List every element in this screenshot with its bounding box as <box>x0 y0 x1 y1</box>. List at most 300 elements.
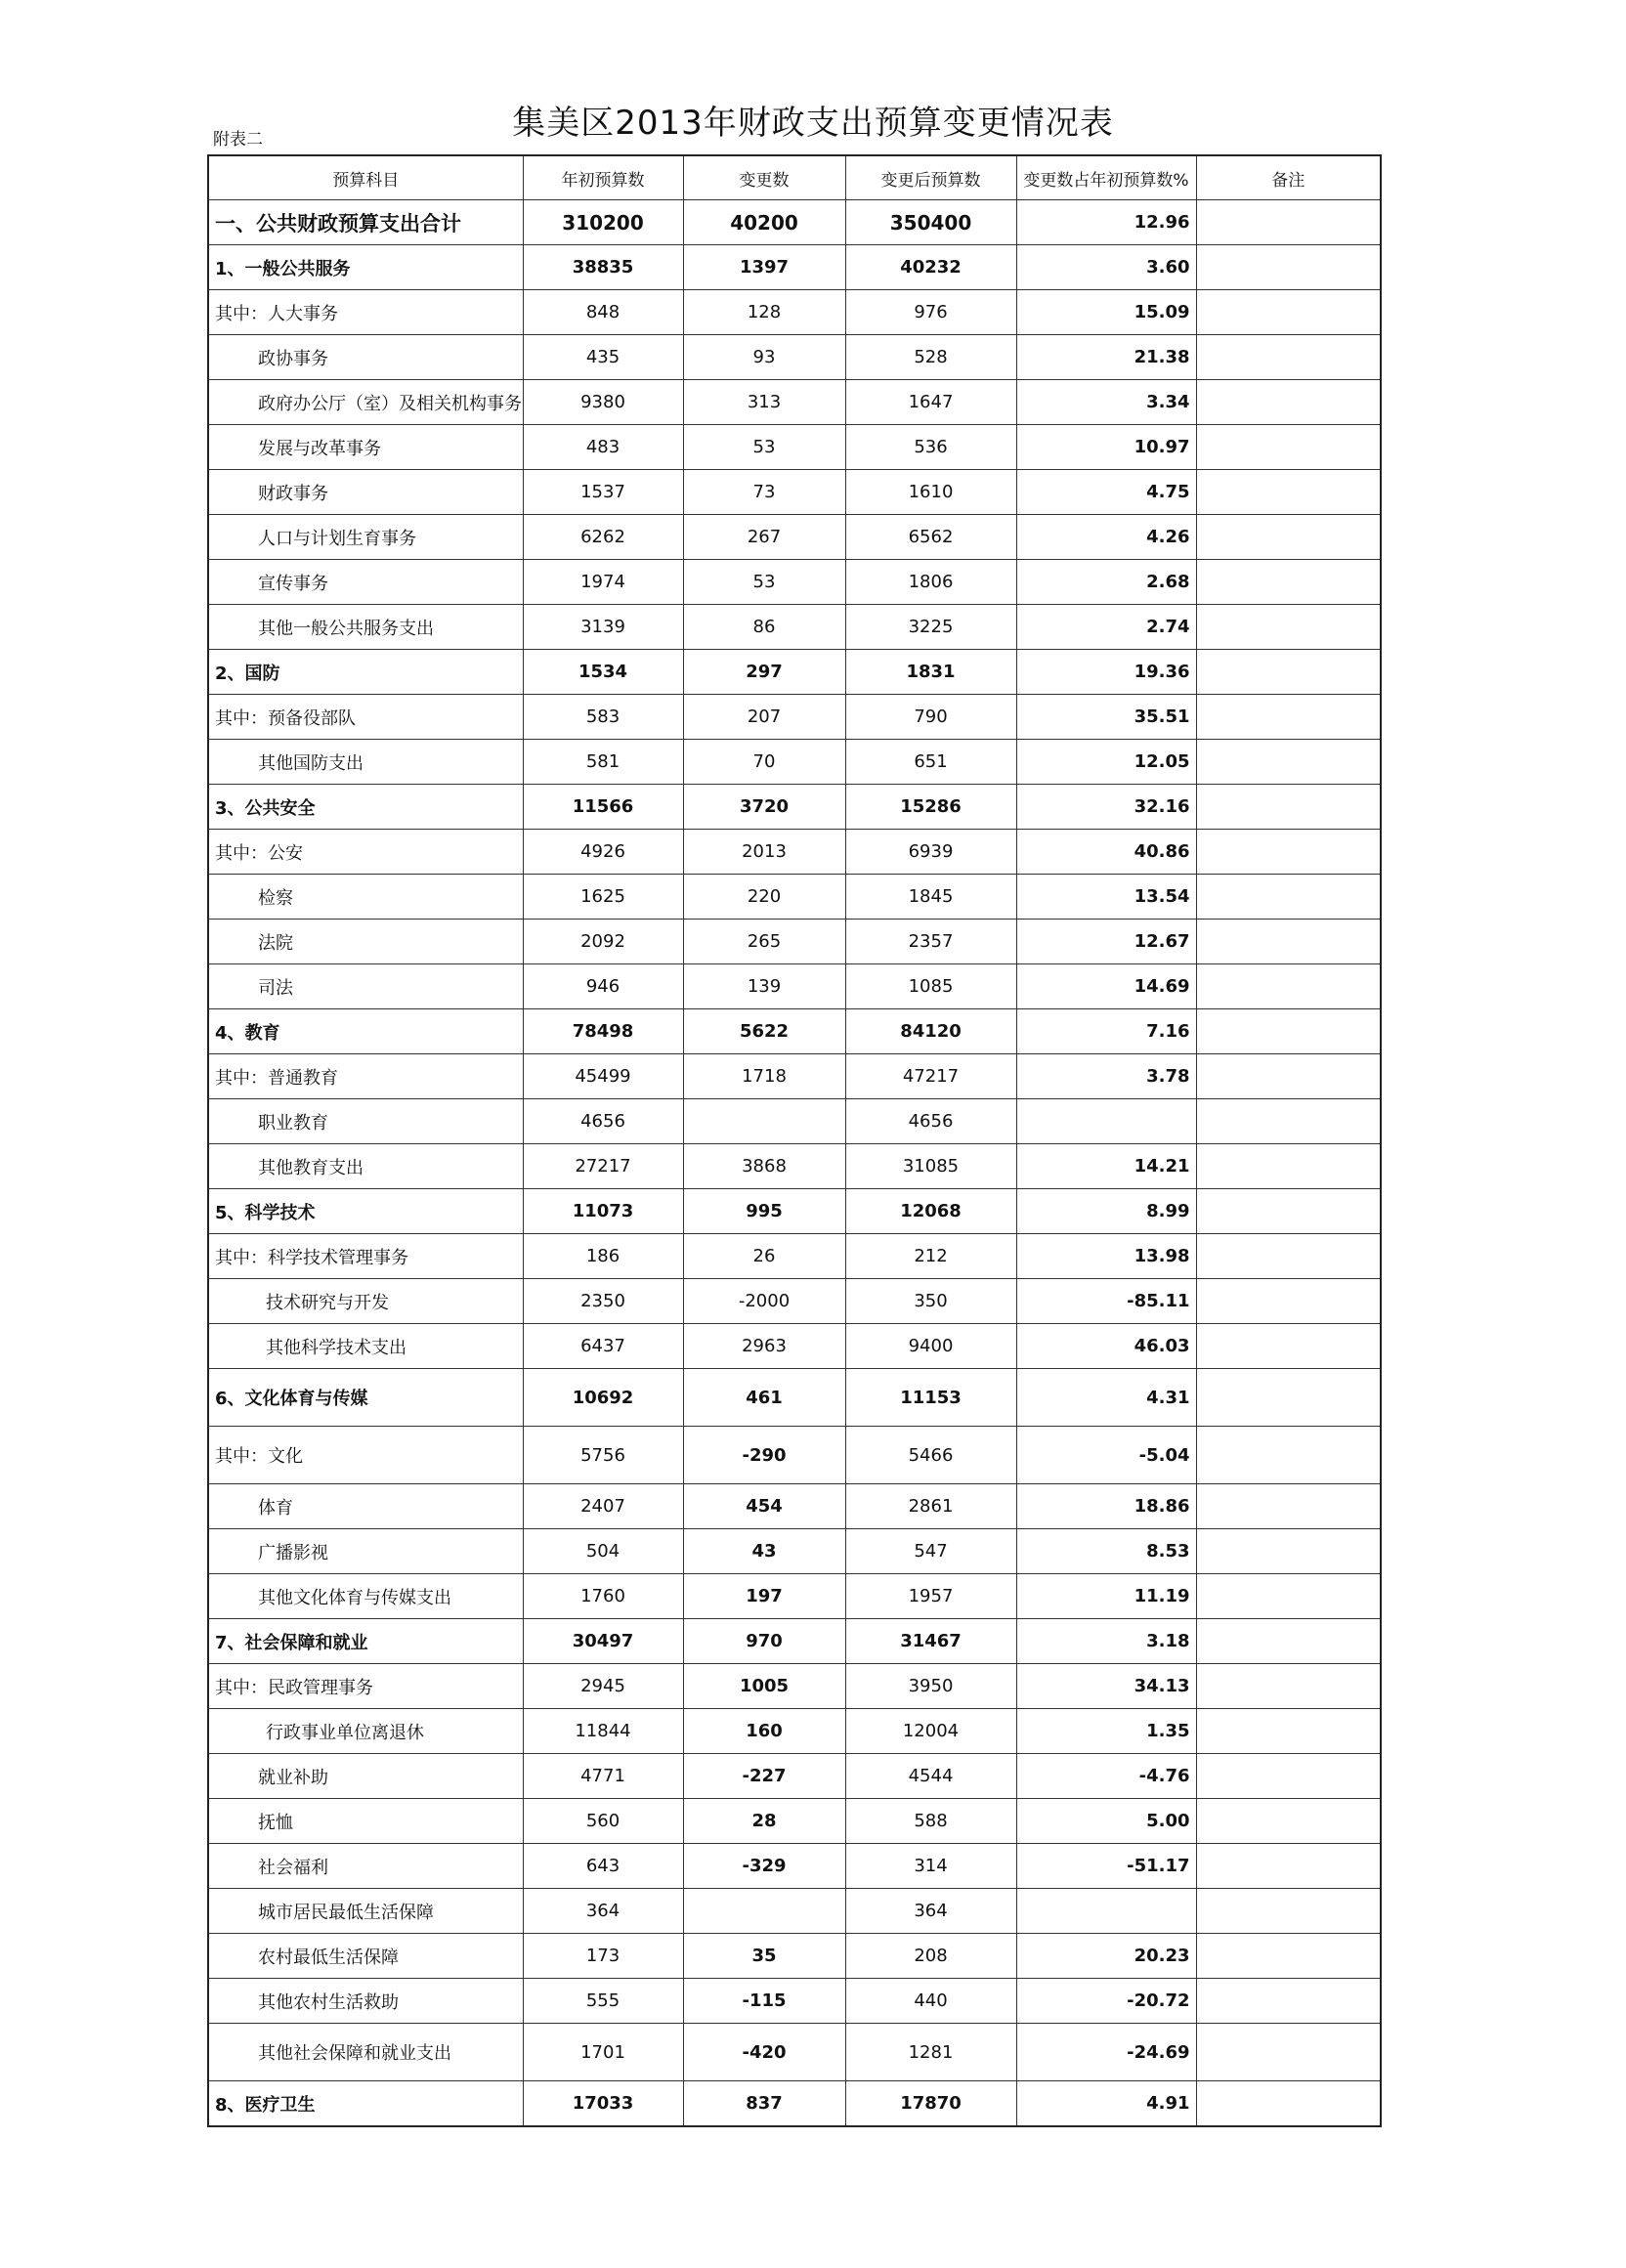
budget-table <box>207 154 1382 2127</box>
row-change: -290 <box>683 1427 845 1484</box>
row-initial-budget: 3139 <box>523 605 683 650</box>
row-initial-budget: 11073 <box>523 1189 683 1234</box>
row-change: 139 <box>683 964 845 1009</box>
row-change: 3720 <box>683 785 845 830</box>
row-subject: 其他科学技术支出 <box>208 1324 523 1369</box>
table-row <box>208 1427 1381 1484</box>
row-adjusted-budget: 350 <box>845 1279 1016 1324</box>
row-remarks <box>1196 425 1381 470</box>
row-adjusted-budget: 314 <box>845 1844 1016 1889</box>
row-initial-budget: 186 <box>523 1234 683 1279</box>
row-change-percent: 14.21 <box>1016 1144 1196 1189</box>
row-subject: 其中：预备役部队 <box>208 695 523 740</box>
table-row <box>208 1529 1381 1574</box>
table-row <box>208 1099 1381 1144</box>
row-adjusted-budget: 12004 <box>845 1709 1016 1754</box>
row-initial-budget: 78498 <box>523 1009 683 1054</box>
row-adjusted-budget: 536 <box>845 425 1016 470</box>
row-change: 461 <box>683 1369 845 1427</box>
row-subject: 4、教育 <box>208 1009 523 1054</box>
row-subject: 8、医疗卫生 <box>208 2081 523 2127</box>
row-change: 28 <box>683 1799 845 1844</box>
table-body <box>208 200 1381 2127</box>
row-change: 1005 <box>683 1664 845 1709</box>
row-change-percent: 4.26 <box>1016 515 1196 560</box>
row-remarks <box>1196 470 1381 515</box>
row-subject: 广播影视 <box>208 1529 523 1574</box>
row-initial-budget: 6437 <box>523 1324 683 1369</box>
row-adjusted-budget: 2357 <box>845 920 1016 964</box>
row-change-percent: 12.96 <box>1016 200 1196 245</box>
row-subject: 6、文化体育与传媒 <box>208 1369 523 1427</box>
row-subject: 检察 <box>208 875 523 920</box>
row-initial-budget: 45499 <box>523 1054 683 1099</box>
row-remarks <box>1196 1144 1381 1189</box>
row-change: 53 <box>683 425 845 470</box>
row-change: 1397 <box>683 245 845 290</box>
row-adjusted-budget: 1610 <box>845 470 1016 515</box>
row-change-percent: 3.18 <box>1016 1619 1196 1664</box>
row-initial-budget: 9380 <box>523 380 683 425</box>
table-row <box>208 605 1381 650</box>
header-initial-budget: 年初预算数 <box>523 155 683 200</box>
row-remarks <box>1196 1369 1381 1427</box>
row-change: 43 <box>683 1529 845 1574</box>
row-subject: 2、国防 <box>208 650 523 695</box>
row-change: 265 <box>683 920 845 964</box>
table-row <box>208 515 1381 560</box>
row-adjusted-budget: 6562 <box>845 515 1016 560</box>
row-change: 313 <box>683 380 845 425</box>
header-remarks: 备注 <box>1196 155 1381 200</box>
row-adjusted-budget: 12068 <box>845 1189 1016 1234</box>
table-row <box>208 650 1381 695</box>
row-change <box>683 1099 845 1144</box>
row-remarks <box>1196 1574 1381 1619</box>
row-remarks <box>1196 1009 1381 1054</box>
row-adjusted-budget: 350400 <box>845 200 1016 245</box>
row-initial-budget: 4926 <box>523 830 683 875</box>
row-change-percent: 14.69 <box>1016 964 1196 1009</box>
row-remarks <box>1196 200 1381 245</box>
row-remarks <box>1196 560 1381 605</box>
row-change-percent: 5.00 <box>1016 1799 1196 1844</box>
row-subject: 城市居民最低生活保障 <box>208 1889 523 1934</box>
row-adjusted-budget: 40232 <box>845 245 1016 290</box>
row-change: 970 <box>683 1619 845 1664</box>
row-remarks <box>1196 1234 1381 1279</box>
table-row <box>208 1484 1381 1529</box>
row-subject: 体育 <box>208 1484 523 1529</box>
row-subject: 法院 <box>208 920 523 964</box>
row-change: -420 <box>683 2024 845 2081</box>
table-row <box>208 380 1381 425</box>
row-subject: 司法 <box>208 964 523 1009</box>
table-row <box>208 335 1381 380</box>
page-title: 集美区2013年财政支出预算变更情况表 <box>512 104 1114 143</box>
row-remarks <box>1196 1844 1381 1889</box>
row-initial-budget: 946 <box>523 964 683 1009</box>
row-subject: 技术研究与开发 <box>208 1279 523 1324</box>
row-change: 128 <box>683 290 845 335</box>
row-change: 5622 <box>683 1009 845 1054</box>
row-initial-budget: 1625 <box>523 875 683 920</box>
row-change: -329 <box>683 1844 845 1889</box>
row-change-percent: 1.35 <box>1016 1709 1196 1754</box>
table-row <box>208 830 1381 875</box>
table-row <box>208 1619 1381 1664</box>
row-adjusted-budget: 31467 <box>845 1619 1016 1664</box>
row-adjusted-budget: 547 <box>845 1529 1016 1574</box>
row-change: 2963 <box>683 1324 845 1369</box>
row-initial-budget: 1534 <box>523 650 683 695</box>
row-remarks <box>1196 1484 1381 1529</box>
row-change-percent: -51.17 <box>1016 1844 1196 1889</box>
row-change-percent: 20.23 <box>1016 1934 1196 1979</box>
row-change-percent: 18.86 <box>1016 1484 1196 1529</box>
row-adjusted-budget: 4544 <box>845 1754 1016 1799</box>
row-change-percent: -20.72 <box>1016 1979 1196 2024</box>
row-change: 197 <box>683 1574 845 1619</box>
table-row <box>208 2081 1381 2127</box>
row-initial-budget: 1537 <box>523 470 683 515</box>
table-row <box>208 2024 1381 2081</box>
row-change-percent: 7.16 <box>1016 1009 1196 1054</box>
table-row <box>208 1324 1381 1369</box>
row-remarks <box>1196 920 1381 964</box>
row-subject: 7、社会保障和就业 <box>208 1619 523 1664</box>
row-change <box>683 1889 845 1934</box>
row-change-percent: 46.03 <box>1016 1324 1196 1369</box>
row-change: 1718 <box>683 1054 845 1099</box>
row-subject: 其中：普通教育 <box>208 1054 523 1099</box>
table-row <box>208 1799 1381 1844</box>
row-adjusted-budget: 2861 <box>845 1484 1016 1529</box>
header-adjusted-budget: 变更后预算数 <box>845 155 1016 200</box>
row-change-percent: 4.31 <box>1016 1369 1196 1427</box>
row-change: -227 <box>683 1754 845 1799</box>
row-change: 40200 <box>683 200 845 245</box>
row-initial-budget: 2945 <box>523 1664 683 1709</box>
row-change-percent: 21.38 <box>1016 335 1196 380</box>
row-change-percent: 8.99 <box>1016 1189 1196 1234</box>
row-subject: 其中：公安 <box>208 830 523 875</box>
row-change-percent: -24.69 <box>1016 2024 1196 2081</box>
row-subject: 其他教育支出 <box>208 1144 523 1189</box>
row-subject: 政协事务 <box>208 335 523 380</box>
row-remarks <box>1196 1889 1381 1934</box>
row-adjusted-budget: 3225 <box>845 605 1016 650</box>
row-initial-budget: 173 <box>523 1934 683 1979</box>
row-adjusted-budget: 440 <box>845 1979 1016 2024</box>
row-initial-budget: 583 <box>523 695 683 740</box>
row-initial-budget: 30497 <box>523 1619 683 1664</box>
row-remarks <box>1196 830 1381 875</box>
row-adjusted-budget: 9400 <box>845 1324 1016 1369</box>
row-subject: 政府办公厅（室）及相关机构事务 <box>208 380 523 425</box>
row-remarks <box>1196 1619 1381 1664</box>
row-change: 837 <box>683 2081 845 2127</box>
row-adjusted-budget: 976 <box>845 290 1016 335</box>
row-subject: 其中：科学技术管理事务 <box>208 1234 523 1279</box>
table-row <box>208 1234 1381 1279</box>
row-change-percent: 13.98 <box>1016 1234 1196 1279</box>
table-row <box>208 1189 1381 1234</box>
header-change: 变更数 <box>683 155 845 200</box>
table-row <box>208 1369 1381 1427</box>
row-remarks <box>1196 740 1381 785</box>
header-subject: 预算科目 <box>208 155 523 200</box>
row-subject: 其他农村生活救助 <box>208 1979 523 2024</box>
row-initial-budget: 4656 <box>523 1099 683 1144</box>
row-adjusted-budget: 588 <box>845 1799 1016 1844</box>
row-change: 995 <box>683 1189 845 1234</box>
row-change-percent: 3.60 <box>1016 245 1196 290</box>
row-change-percent: 40.86 <box>1016 830 1196 875</box>
row-remarks <box>1196 1099 1381 1144</box>
row-remarks <box>1196 1427 1381 1484</box>
row-subject: 其中：文化 <box>208 1427 523 1484</box>
row-remarks <box>1196 605 1381 650</box>
row-adjusted-budget: 651 <box>845 740 1016 785</box>
row-subject: 5、科学技术 <box>208 1189 523 1234</box>
row-change-percent: -5.04 <box>1016 1427 1196 1484</box>
row-change-percent: 19.36 <box>1016 650 1196 695</box>
row-subject: 职业教育 <box>208 1099 523 1144</box>
row-change: -115 <box>683 1979 845 2024</box>
row-subject: 其他国防支出 <box>208 740 523 785</box>
row-initial-budget: 364 <box>523 1889 683 1934</box>
row-remarks <box>1196 2024 1381 2081</box>
table-row <box>208 1279 1381 1324</box>
row-initial-budget: 1974 <box>523 560 683 605</box>
row-adjusted-budget: 17870 <box>845 2081 1016 2127</box>
row-adjusted-budget: 1957 <box>845 1574 1016 1619</box>
row-subject: 社会福利 <box>208 1844 523 1889</box>
row-subject: 财政事务 <box>208 470 523 515</box>
row-adjusted-budget: 1085 <box>845 964 1016 1009</box>
row-initial-budget: 17033 <box>523 2081 683 2127</box>
row-change-percent: 4.75 <box>1016 470 1196 515</box>
row-initial-budget: 504 <box>523 1529 683 1574</box>
row-remarks <box>1196 1934 1381 1979</box>
row-initial-budget: 11844 <box>523 1709 683 1754</box>
row-change-percent: 34.13 <box>1016 1664 1196 1709</box>
table-row <box>208 920 1381 964</box>
row-remarks <box>1196 964 1381 1009</box>
row-subject: 发展与改革事务 <box>208 425 523 470</box>
row-remarks <box>1196 1979 1381 2024</box>
row-change-percent: 11.19 <box>1016 1574 1196 1619</box>
row-change: 2013 <box>683 830 845 875</box>
table-row <box>208 875 1381 920</box>
row-initial-budget: 643 <box>523 1844 683 1889</box>
row-initial-budget: 581 <box>523 740 683 785</box>
row-initial-budget: 848 <box>523 290 683 335</box>
row-change-percent: -85.11 <box>1016 1279 1196 1324</box>
row-change-percent: 3.78 <box>1016 1054 1196 1099</box>
row-initial-budget: 27217 <box>523 1144 683 1189</box>
row-remarks <box>1196 650 1381 695</box>
row-change: 160 <box>683 1709 845 1754</box>
row-initial-budget: 11566 <box>523 785 683 830</box>
table-row <box>208 785 1381 830</box>
row-subject: 其中：民政管理事务 <box>208 1664 523 1709</box>
table-row <box>208 964 1381 1009</box>
row-change-percent: -4.76 <box>1016 1754 1196 1799</box>
row-remarks <box>1196 785 1381 830</box>
table-row <box>208 425 1381 470</box>
table-row <box>208 1844 1381 1889</box>
row-subject: 农村最低生活保障 <box>208 1934 523 1979</box>
row-adjusted-budget: 6939 <box>845 830 1016 875</box>
row-remarks <box>1196 515 1381 560</box>
row-initial-budget: 2407 <box>523 1484 683 1529</box>
table-row <box>208 470 1381 515</box>
row-initial-budget: 560 <box>523 1799 683 1844</box>
row-subject: 1、一般公共服务 <box>208 245 523 290</box>
row-initial-budget: 483 <box>523 425 683 470</box>
row-subject: 其他社会保障和就业支出 <box>208 2024 523 2081</box>
row-remarks <box>1196 1189 1381 1234</box>
row-change: 93 <box>683 335 845 380</box>
row-initial-budget: 10692 <box>523 1369 683 1427</box>
row-change-percent: 2.68 <box>1016 560 1196 605</box>
table-row <box>208 1754 1381 1799</box>
row-adjusted-budget: 208 <box>845 1934 1016 1979</box>
row-subject: 人口与计划生育事务 <box>208 515 523 560</box>
row-subject: 抚恤 <box>208 1799 523 1844</box>
row-remarks <box>1196 1799 1381 1844</box>
table-row <box>208 1144 1381 1189</box>
row-change: 35 <box>683 1934 845 1979</box>
row-change: 86 <box>683 605 845 650</box>
table-row <box>208 290 1381 335</box>
row-change-percent: 2.74 <box>1016 605 1196 650</box>
table-row <box>208 560 1381 605</box>
row-adjusted-budget: 1806 <box>845 560 1016 605</box>
row-remarks <box>1196 1709 1381 1754</box>
row-change: 207 <box>683 695 845 740</box>
row-change-percent: 12.05 <box>1016 740 1196 785</box>
row-initial-budget: 1760 <box>523 1574 683 1619</box>
table-row <box>208 1009 1381 1054</box>
row-adjusted-budget: 364 <box>845 1889 1016 1934</box>
row-initial-budget: 5756 <box>523 1427 683 1484</box>
row-remarks <box>1196 1664 1381 1709</box>
row-change-percent: 8.53 <box>1016 1529 1196 1574</box>
table-row <box>208 1709 1381 1754</box>
row-subject: 其他文化体育与传媒支出 <box>208 1574 523 1619</box>
table-row <box>208 1054 1381 1099</box>
row-initial-budget: 1701 <box>523 2024 683 2081</box>
row-adjusted-budget: 47217 <box>845 1054 1016 1099</box>
row-change: 454 <box>683 1484 845 1529</box>
row-change: 70 <box>683 740 845 785</box>
row-initial-budget: 310200 <box>523 200 683 245</box>
row-change: 73 <box>683 470 845 515</box>
row-change: 220 <box>683 875 845 920</box>
row-adjusted-budget: 790 <box>845 695 1016 740</box>
table-header-row <box>208 155 1381 200</box>
row-remarks <box>1196 1754 1381 1799</box>
row-change: 267 <box>683 515 845 560</box>
row-remarks <box>1196 1054 1381 1099</box>
row-change-percent: 15.09 <box>1016 290 1196 335</box>
row-remarks <box>1196 1324 1381 1369</box>
table-row <box>208 200 1381 245</box>
row-subject: 宣传事务 <box>208 560 523 605</box>
row-initial-budget: 38835 <box>523 245 683 290</box>
header-change-percent: 变更数占年初预算数% <box>1016 155 1196 200</box>
row-change: 53 <box>683 560 845 605</box>
table-row <box>208 1889 1381 1934</box>
attachment-label: 附表二 <box>213 130 263 150</box>
row-change-percent: 35.51 <box>1016 695 1196 740</box>
row-change: 26 <box>683 1234 845 1279</box>
row-adjusted-budget: 1845 <box>845 875 1016 920</box>
row-change-percent: 13.54 <box>1016 875 1196 920</box>
table-row <box>208 1979 1381 2024</box>
row-adjusted-budget: 31085 <box>845 1144 1016 1189</box>
row-subject: 一、公共财政预算支出合计 <box>208 200 523 245</box>
row-change-percent: 3.34 <box>1016 380 1196 425</box>
row-remarks <box>1196 1529 1381 1574</box>
row-adjusted-budget: 84120 <box>845 1009 1016 1054</box>
row-remarks <box>1196 245 1381 290</box>
row-remarks <box>1196 695 1381 740</box>
row-adjusted-budget: 11153 <box>845 1369 1016 1427</box>
row-adjusted-budget: 3950 <box>845 1664 1016 1709</box>
row-adjusted-budget: 528 <box>845 335 1016 380</box>
table-row <box>208 1664 1381 1709</box>
table-row <box>208 1934 1381 1979</box>
row-change-percent: 4.91 <box>1016 2081 1196 2127</box>
row-change-percent <box>1016 1889 1196 1934</box>
row-remarks <box>1196 380 1381 425</box>
row-change-percent <box>1016 1099 1196 1144</box>
row-change-percent: 12.67 <box>1016 920 1196 964</box>
row-initial-budget: 555 <box>523 1979 683 2024</box>
table-row <box>208 1574 1381 1619</box>
row-change: 297 <box>683 650 845 695</box>
row-subject: 其中：人大事务 <box>208 290 523 335</box>
row-initial-budget: 4771 <box>523 1754 683 1799</box>
row-subject: 行政事业单位离退休 <box>208 1709 523 1754</box>
row-change-percent: 32.16 <box>1016 785 1196 830</box>
row-change: -2000 <box>683 1279 845 1324</box>
row-remarks <box>1196 875 1381 920</box>
row-adjusted-budget: 1831 <box>845 650 1016 695</box>
row-change-percent: 10.97 <box>1016 425 1196 470</box>
row-change: 3868 <box>683 1144 845 1189</box>
row-adjusted-budget: 15286 <box>845 785 1016 830</box>
row-subject: 3、公共安全 <box>208 785 523 830</box>
table-row <box>208 245 1381 290</box>
table-row <box>208 695 1381 740</box>
row-initial-budget: 2350 <box>523 1279 683 1324</box>
row-subject: 就业补助 <box>208 1754 523 1799</box>
row-adjusted-budget: 5466 <box>845 1427 1016 1484</box>
row-initial-budget: 435 <box>523 335 683 380</box>
row-adjusted-budget: 212 <box>845 1234 1016 1279</box>
row-remarks <box>1196 335 1381 380</box>
row-adjusted-budget: 1281 <box>845 2024 1016 2081</box>
row-initial-budget: 2092 <box>523 920 683 964</box>
row-remarks <box>1196 290 1381 335</box>
row-remarks <box>1196 1279 1381 1324</box>
row-adjusted-budget: 4656 <box>845 1099 1016 1144</box>
